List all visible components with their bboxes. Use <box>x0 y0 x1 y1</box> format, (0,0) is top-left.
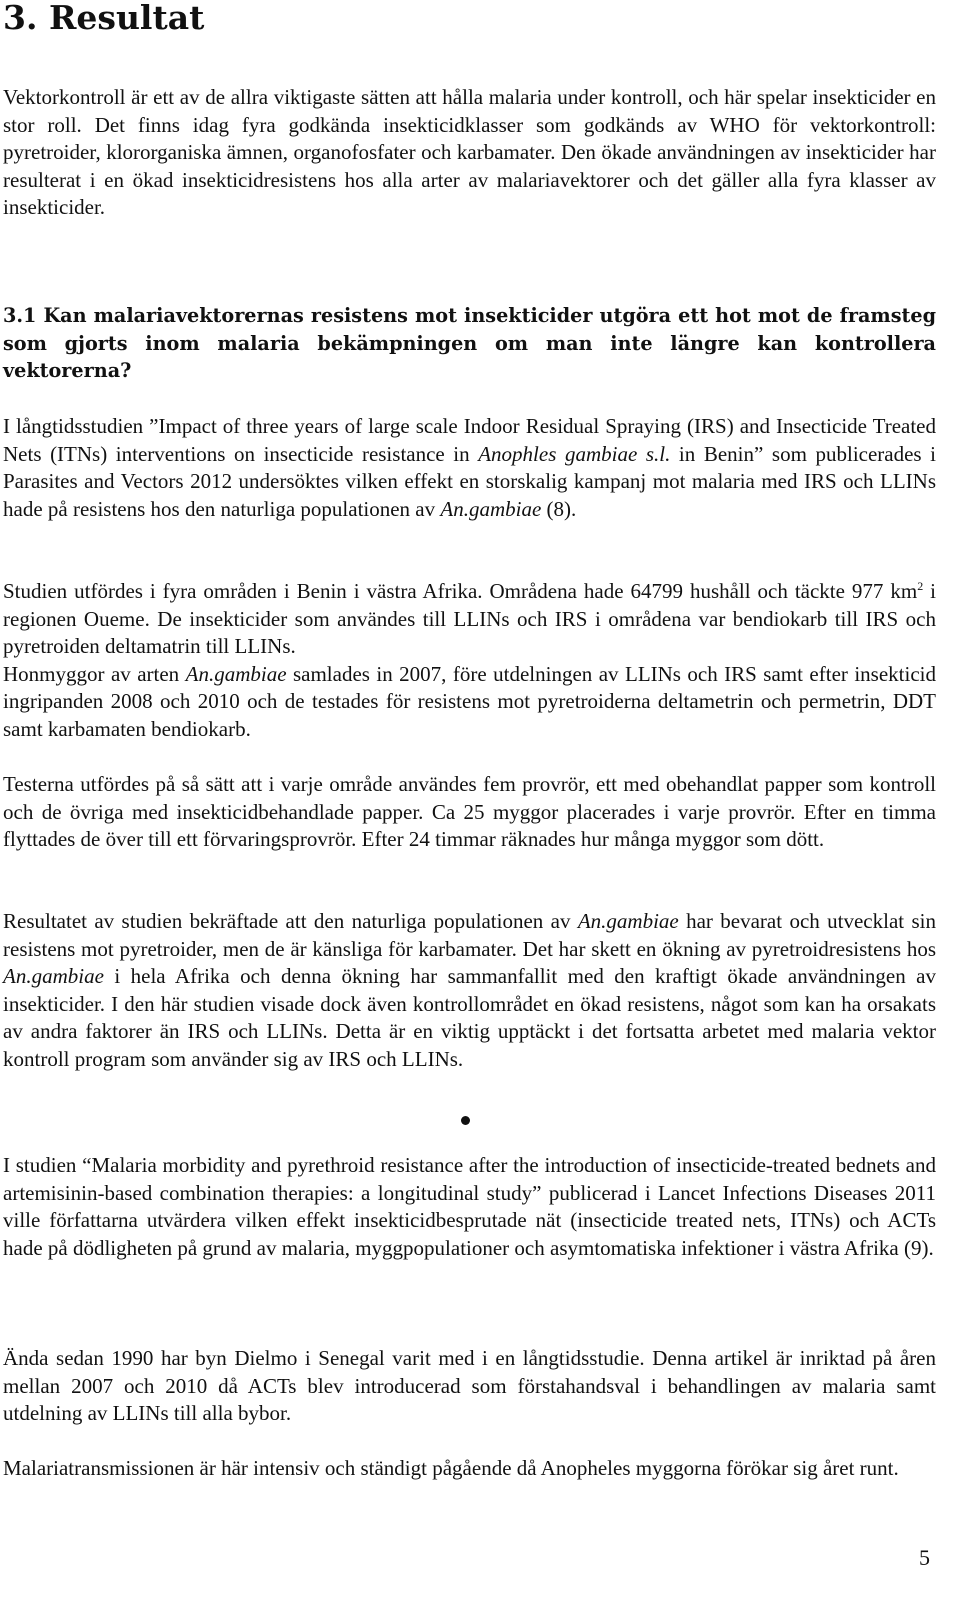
text-run: in Benin” som publicerades i Parasites and Vectors 2012 undersöktes vilken effekt en storskalig kampanj mot malaria med IRS och LLINs hade på resistens hos den naturliga populationen av <box>3 441 937 521</box>
text-run: I långtidsstudien ”Impact of three years of large scale Indoor Residual Spraying (IRS) and Insecticide Treated Nets (ITNs) interventions on insecticide resistance in <box>3 414 936 466</box>
paragraph-study-areas <box>3 578 936 744</box>
paragraph-lancet-study: I studien “Malaria morbidity and pyrethroid resistance after the introduction of insecticide-treated bednets and artemisinin-based combination therapies: a longitudinal study” publicerad i Lancet Infections Diseases 2011 ville författarna utvärdera vilken effekt insekticidbesprutade nät (insecticide treated nets, ITNs) och ACTs hade på dödligheten på grund av malaria, myggpopulationer och asymtomatiska infektioner i västra Afrika (9). <box>3 1153 936 1260</box>
text-run: har bevarat och utvecklat sin resistens mot pyretroider, men de är känsliga för karbamater. Det har skett en ökning av pyretroidresistens hos <box>3 909 936 961</box>
species-name: Anophles gambiae s.l. <box>478 441 671 466</box>
paragraph-intro: Vektorkontroll är ett av de allra viktigaste sätten att hålla malaria under kontroll, och här spelar insekticider en stor roll. Det finns idag fyra godkända insekticidklasser som godkänds av WHO för vektorkontroll: pyretroider, klororganiska ämnen, organofosfater och karbamater. Den ökade användningen av insekticider har resulterat i en ökad insekticidresistens hos alla arter av malariavektorer och det gäller alla fyra klasser av insekticider. <box>3 85 936 220</box>
text-run: Honmyggor av arten <box>3 661 186 686</box>
text-run: Resultatet av studien bekräftade att den naturliga populationen av <box>3 909 578 933</box>
text-run: i regionen Oueme. De insekticider som användes till LLINs och IRS i områdena var bendiokarb till IRS och pyretroiden deltamatrin till LLINs. <box>3 579 936 659</box>
species-name: An.gambiae <box>577 909 679 933</box>
paragraph-test-method: Testerna utfördes på så sätt att i varje område användes fem provrör, ett med obehandlat papper som kontroll och de övriga med insekticidbehandlade papper. Ca 25 myggor placerades i varje provrör. Efter en timma flyttades de över till ett förvaringsprovrör. Efter 24 timmar räknades hur många myggor som dött. <box>3 772 936 852</box>
bullet-point <box>461 1116 470 1125</box>
section-heading: 3. Resultat <box>3 0 205 37</box>
species-name: An.gambiae <box>3 964 104 989</box>
superscript: 2 <box>917 579 924 593</box>
text-run: i hela Afrika och denna ökning har sammanfallit med den kraftigt ökade användningen av insekticider. I den här studien visade dock även kontrollområdet en ökad resistens, något som kan ha orsakats av andra faktorer än IRS och LLINs. Detta är en viktig upptäckt i det fortsatta arbetet med malaria vektor kontroll program som använder sig av IRS och LLINs. <box>3 964 936 1071</box>
paragraph-benin-study <box>3 413 936 523</box>
page-number: 5 <box>919 1545 930 1570</box>
species-name: An.gambiae <box>185 661 287 686</box>
text-run: (8). <box>541 496 577 521</box>
species-name: An.gambiae <box>440 496 542 521</box>
paragraph-dielmo: Ända sedan 1990 har byn Dielmo i Senegal varit med i en långtidsstudie. Denna artikel är inriktad på åren mellan 2007 och 2010 då ACTs blev introducerad som förstahandsval i behandlingen av malaria samt utdelning av LLINs till alla bybor. <box>3 1346 936 1426</box>
text-run: Studien utfördes i fyra områden i Benin i västra Afrika. Områdena hade 64799 hushåll och täckte 977 km <box>3 579 918 603</box>
text-run: samlades in 2007, före utdelningen av LLINs och IRS samt efter insekticid ingripanden 2008 och 2010 och de testades för resistens mot pyretroiderna deltametrin och permetrin, DDT samt karbamaten bendiokarb. <box>3 661 936 741</box>
paragraph-transmission: Malariatransmissionen är här intensiv och ständigt pågående då Anopheles myggorna förökar sig året runt. <box>3 1456 899 1480</box>
paragraph-results <box>3 908 936 1074</box>
subsection-heading: 3.1 Kan malariavektorernas resistens mot insekticider utgöra ett hot mot de framsteg som gjorts inom malaria bekämpningen om man inte längre kan kontrollera vektorerna? <box>3 304 936 382</box>
